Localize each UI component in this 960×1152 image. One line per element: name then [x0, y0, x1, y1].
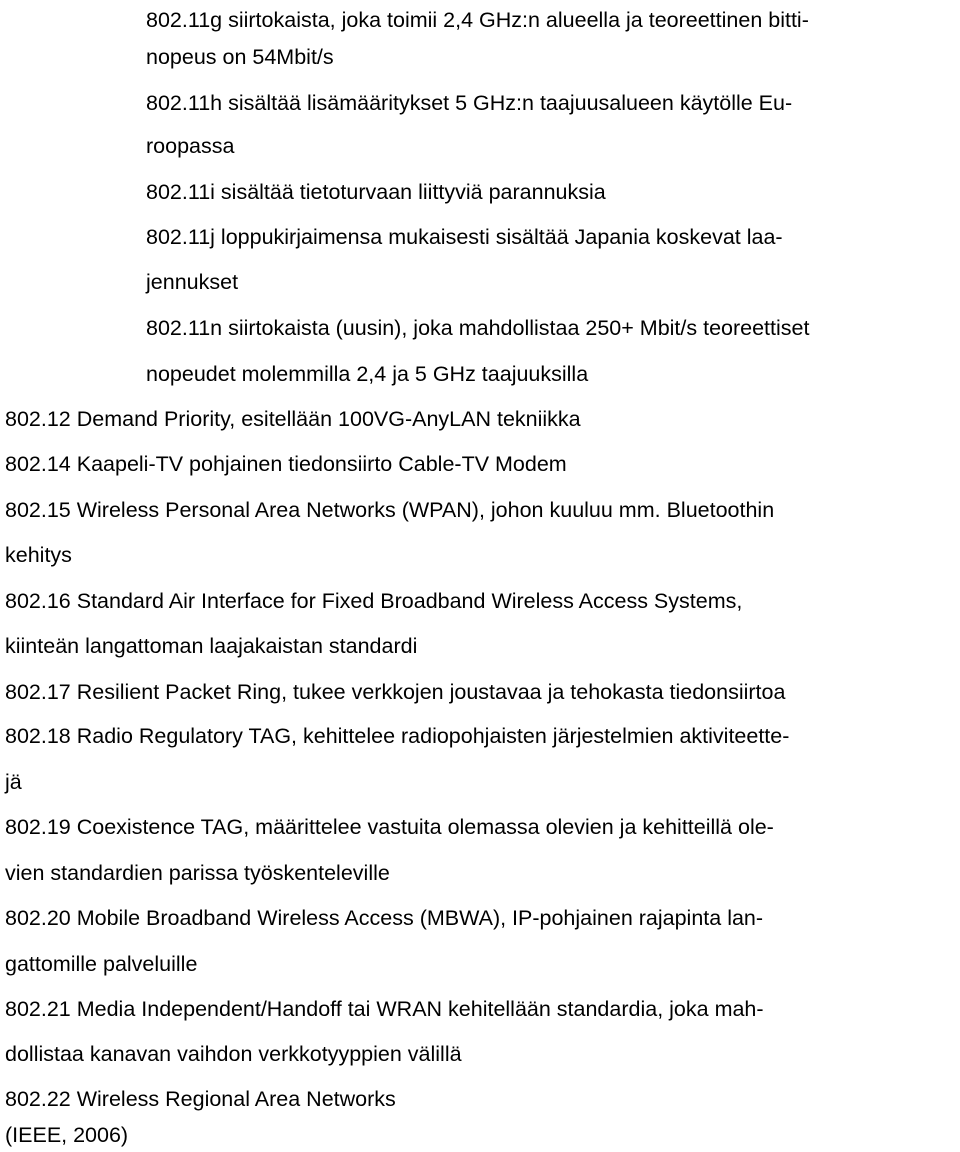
text-line: (IEEE, 2006): [5, 1123, 129, 1147]
text-line: 802.12 Demand Priority, esitellään 100VG-AnyLAN tekniikka: [5, 407, 581, 431]
text-line: nopeudet molemmilla 2,4 ja 5 GHz taajuuksilla: [146, 362, 589, 386]
text-line: nopeus on 54Mbit/s: [146, 45, 334, 69]
text-line: 802.11g siirtokaista, joka toimii 2,4 GHz:n alueella ja teoreettinen bitti-: [146, 8, 809, 32]
text-line: dollistaa kanavan vaihdon verkkotyyppien välillä: [5, 1042, 462, 1066]
text-line: 802.21 Media Independent/Handoff tai WRAN kehitellään standardia, joka mah-: [5, 997, 764, 1021]
text-line: jä: [5, 770, 22, 794]
text-line: 802.11n siirtokaista (uusin), joka mahdollistaa 250+ Mbit/s teoreettiset: [146, 316, 810, 340]
text-line: jennukset: [146, 270, 239, 294]
text-line: 802.17 Resilient Packet Ring, tukee verkkojen joustavaa ja tehokasta tiedonsiirtoa: [5, 680, 786, 704]
text-line: 802.16 Standard Air Interface for Fixed Broadband Wireless Access Systems,: [5, 589, 743, 613]
text-line: 802.15 Wireless Personal Area Networks (WPAN), johon kuuluu mm. Bluetoothin: [5, 498, 775, 522]
text-line: roopassa: [146, 134, 235, 158]
text-line: vien standardien parissa työskenteleville: [5, 861, 390, 885]
text-line: 802.11i sisältää tietoturvaan liittyviä parannuksia: [146, 180, 606, 204]
text-line: 802.19 Coexistence TAG, määrittelee vastuita olemassa olevien ja kehitteillä ole-: [5, 815, 774, 839]
text-line: kehitys: [5, 543, 72, 567]
text-line: 802.11j loppukirjaimensa mukaisesti sisältää Japania koskevat laa-: [146, 225, 783, 249]
text-line: 802.14 Kaapeli-TV pohjainen tiedonsiirto Cable-TV Modem: [5, 452, 567, 476]
text-line: 802.11h sisältää lisämääritykset 5 GHz:n taajuusalueen käytölle Eu-: [146, 91, 793, 115]
text-line: 802.22 Wireless Regional Area Networks: [5, 1087, 396, 1111]
text-line: gattomille palveluille: [5, 952, 198, 976]
text-line: 802.18 Radio Regulatory TAG, kehittelee radiopohjaisten järjestelmien aktiviteette-: [5, 724, 790, 748]
text-line: 802.20 Mobile Broadband Wireless Access (MBWA), IP-pohjainen rajapinta lan-: [5, 906, 764, 930]
text-line: kiinteän langattoman laajakaistan standardi: [5, 634, 418, 658]
